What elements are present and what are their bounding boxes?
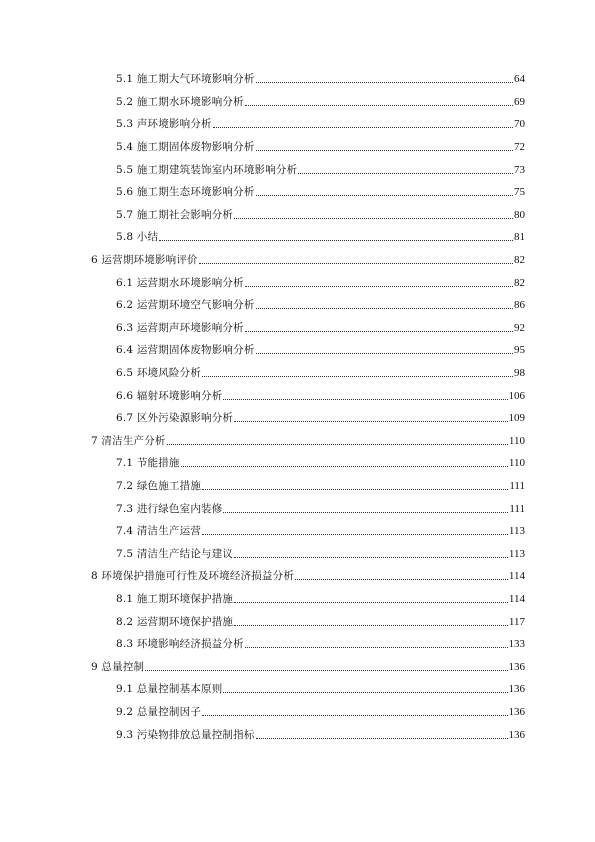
toc-dot-leader: [223, 398, 507, 400]
toc-page-number: 92: [514, 321, 525, 334]
toc-dot-leader: [145, 669, 507, 671]
toc-dot-leader: [245, 646, 508, 648]
toc-entry-title: 6.1 运营期水环境影响分析: [116, 276, 244, 289]
toc-section-entry[interactable]: [0, 723, 595, 746]
toc-page-number: 136: [508, 683, 525, 696]
toc-dot-leader: [167, 443, 508, 445]
toc-page-number: 82: [514, 254, 525, 267]
toc-page-number: 109: [508, 412, 525, 425]
toc-page-number: 95: [514, 344, 525, 357]
toc-page-number: 64: [514, 73, 525, 86]
toc-dot-leader: [202, 375, 513, 377]
toc-entry-title: 7.2 绿色施工措施: [116, 479, 202, 492]
toc-dot-leader: [234, 556, 508, 558]
toc-section-entry[interactable]: [0, 701, 595, 724]
toc-section-entry[interactable]: [0, 136, 595, 159]
toc-entry-title: 7.5 清洁生产结论与建议: [116, 547, 234, 560]
toc-dot-leader: [159, 239, 513, 241]
toc-section-entry[interactable]: [0, 339, 595, 362]
toc-entry-title: 5.1 施工期大气环境影响分析: [116, 73, 255, 86]
toc-entry-title: 5.2 施工期水环境影响分析: [116, 95, 244, 108]
toc-dot-leader: [295, 578, 508, 580]
toc-section-entry[interactable]: [0, 226, 595, 249]
toc-section-entry[interactable]: [0, 384, 595, 407]
toc-entry-title: 7.3 进行绿色室内装修: [116, 502, 223, 515]
toc-entry-title: 5.6 施工期生态环境影响分析: [116, 186, 255, 199]
toc-entry-title: 5.7 施工期社会影响分析: [116, 208, 234, 221]
toc-chapter-entry[interactable]: [0, 430, 595, 453]
toc-dot-leader: [245, 285, 513, 287]
toc-page-number: 133: [508, 638, 525, 651]
toc-dot-leader: [256, 737, 508, 739]
toc-page-number: 110: [508, 457, 525, 470]
toc-entry-title: 7 清洁生产分析: [91, 434, 166, 447]
toc-dot-leader: [256, 307, 513, 309]
toc-section-entry[interactable]: [0, 678, 595, 701]
toc-section-entry[interactable]: [0, 294, 595, 317]
toc-section-entry[interactable]: [0, 68, 595, 91]
toc-page-number: 117: [508, 615, 525, 628]
toc-dot-leader: [202, 533, 508, 535]
toc-page-number: 111: [509, 479, 525, 492]
toc-section-entry[interactable]: [0, 271, 595, 294]
toc-dot-leader: [298, 172, 513, 174]
toc-dot-leader: [256, 194, 513, 196]
toc-chapter-entry[interactable]: [0, 565, 595, 588]
toc-entry-title: 7.4 清洁生产运营: [116, 525, 202, 538]
toc-dot-leader: [245, 330, 513, 332]
toc-page-number: 114: [508, 592, 525, 605]
toc-page-number: 136: [508, 728, 525, 741]
toc-section-entry[interactable]: [0, 91, 595, 114]
toc-page-number: 136: [508, 705, 525, 718]
toc-entry-title: 8 环境保护措施可行性及环境经济损益分析: [91, 570, 295, 583]
toc-section-entry[interactable]: [0, 204, 595, 227]
toc-page-number: 81: [514, 231, 525, 244]
toc-entry-title: 9.3 污染物排放总量控制指标: [116, 728, 255, 741]
toc-dot-leader: [202, 488, 508, 490]
toc-section-entry[interactable]: [0, 610, 595, 633]
toc-page-number: 73: [514, 163, 525, 176]
toc-dot-leader: [245, 104, 513, 106]
toc-page-number: 75: [514, 186, 525, 199]
toc-section-entry[interactable]: [0, 181, 595, 204]
toc-entry-title: 5.4 施工期固体废物影响分析: [116, 141, 255, 154]
toc-dot-leader: [223, 691, 507, 693]
toc-entry-title: 7.1 节能措施: [116, 457, 180, 470]
toc-page-number: 110: [508, 434, 525, 447]
toc-chapter-entry[interactable]: [0, 655, 595, 678]
toc-page-number: 113: [508, 525, 525, 538]
toc-dot-leader: [234, 420, 507, 422]
toc-entry-title: 5.5 施工期建筑装饰室内环境影响分析: [116, 163, 298, 176]
toc-page-number: 72: [514, 141, 525, 154]
toc-section-entry[interactable]: [0, 542, 595, 565]
toc-page-number: 136: [508, 660, 525, 673]
toc-entry-title: 9 总量控制: [91, 660, 145, 673]
toc-entry-title: 6.4 运营期固体废物影响分析: [116, 344, 255, 357]
table-of-contents: [0, 68, 595, 746]
toc-page-number: 113: [508, 547, 525, 560]
toc-dot-leader: [234, 601, 508, 603]
toc-section-entry[interactable]: [0, 362, 595, 385]
toc-dot-leader: [213, 126, 513, 128]
toc-section-entry[interactable]: [0, 475, 595, 498]
toc-section-entry[interactable]: [0, 452, 595, 475]
toc-dot-leader: [202, 714, 507, 716]
toc-entry-title: 6 运营期环境影响评价: [91, 254, 198, 267]
toc-page-number: 70: [514, 118, 525, 131]
toc-entry-title: 9.2 总量控制因子: [116, 705, 202, 718]
toc-entry-title: 5.8 小结: [116, 231, 159, 244]
toc-page-number: 82: [514, 276, 525, 289]
toc-entry-title: 8.2 运营期环境保护措施: [116, 615, 234, 628]
toc-entry-title: 8.3 环境影响经济损益分析: [116, 638, 244, 651]
toc-page-number: 80: [514, 208, 525, 221]
toc-page-number: 69: [514, 95, 525, 108]
toc-page-number: 111: [509, 502, 525, 515]
toc-section-entry[interactable]: [0, 113, 595, 136]
toc-dot-leader: [199, 262, 513, 264]
toc-dot-leader: [256, 149, 513, 151]
toc-section-entry[interactable]: [0, 497, 595, 520]
toc-section-entry[interactable]: [0, 588, 595, 611]
toc-entry-title: 6.2 运营期环境空气影响分析: [116, 299, 255, 312]
toc-chapter-entry[interactable]: [0, 249, 595, 272]
toc-page-number: 106: [508, 389, 525, 402]
toc-entry-title: 6.6 辐射环境影响分析: [116, 389, 223, 402]
toc-page-number: 98: [514, 367, 525, 380]
toc-entry-title: 6.5 环境风险分析: [116, 367, 202, 380]
toc-dot-leader: [223, 511, 508, 513]
toc-page-number: 114: [508, 570, 525, 583]
toc-page-number: 86: [514, 299, 525, 312]
toc-entry-title: 6.7 区外污染源影响分析: [116, 412, 234, 425]
toc-entry-title: 9.1 总量控制基本原则: [116, 683, 223, 696]
toc-section-entry[interactable]: [0, 158, 595, 181]
toc-section-entry[interactable]: [0, 317, 595, 340]
toc-entry-title: 5.3 声环境影响分析: [116, 118, 212, 131]
toc-section-entry[interactable]: [0, 520, 595, 543]
toc-entry-title: 6.3 运营期声环境影响分析: [116, 321, 244, 334]
toc-entry-title: 8.1 施工期环境保护措施: [116, 592, 234, 605]
toc-section-entry[interactable]: [0, 407, 595, 430]
toc-dot-leader: [181, 465, 508, 467]
toc-dot-leader: [256, 81, 513, 83]
toc-dot-leader: [256, 352, 513, 354]
toc-dot-leader: [234, 217, 513, 219]
toc-section-entry[interactable]: [0, 633, 595, 656]
toc-dot-leader: [234, 624, 508, 626]
